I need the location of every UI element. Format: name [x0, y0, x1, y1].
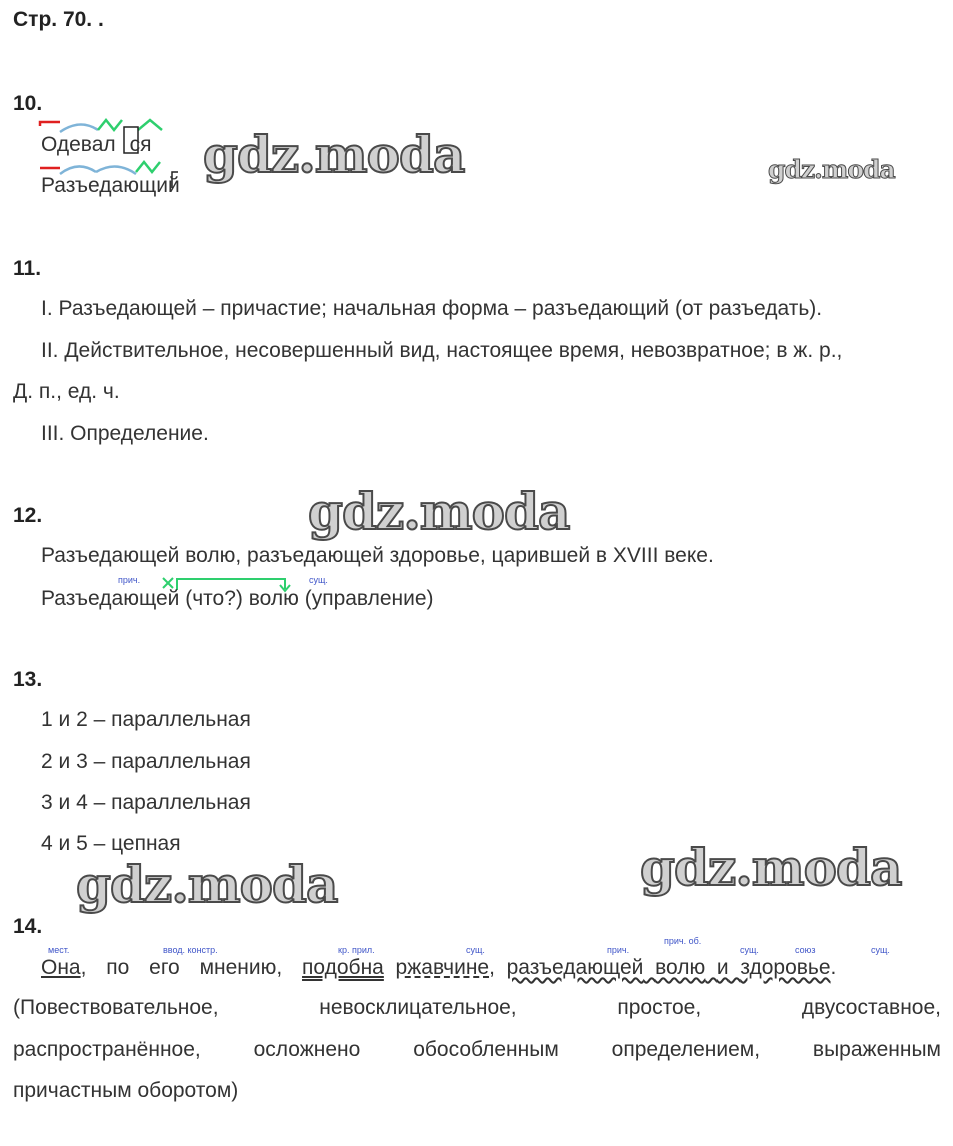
predicate-word: подобна — [302, 956, 384, 979]
task-number: 14. — [13, 915, 43, 938]
watermark: gdz.moda — [76, 855, 338, 914]
word-stem: Разъедающ — [41, 174, 157, 197]
text-line: распространённое, осложнено обособленным определением, выраженным — [13, 1038, 941, 1061]
list-item: 3 и 4 – параллельная — [41, 791, 251, 814]
pos-label: сущ. — [309, 575, 328, 585]
watermark: gdz.moda — [308, 482, 570, 541]
word-ending: ий — [156, 174, 180, 197]
pos-label: кр. прил. — [338, 945, 375, 955]
pos-label: союз — [795, 945, 816, 955]
text-line: I. Разъедающей – причастие; начальная форма – разъедающий (от разъедать). — [41, 297, 823, 320]
word-postfix: ся — [129, 133, 152, 156]
phrase-word: волю — [655, 956, 706, 979]
task-number: 11. — [13, 257, 42, 280]
pos-label: прич. — [118, 575, 141, 585]
text-line: Д. п., ед. ч. — [13, 380, 120, 403]
sentence-line: Она, по его мнению, подобна ржавчине, разъедающей волю и здоровье. — [41, 956, 837, 979]
list-item: 2 и 3 – параллельная — [41, 750, 251, 773]
text-line: Разъедающей (что?) волю (управление) — [41, 587, 434, 610]
page-title: Стр. 70. . — [13, 8, 104, 31]
phrase-word: здоровье — [740, 956, 831, 979]
list-item: 4 и 5 – цепная — [41, 832, 181, 855]
pos-label: сущ. — [466, 945, 485, 955]
participle-word: разъедающей — [506, 956, 644, 979]
text-line: (Повествовательное, невосклицательное, простое, двусоставное, — [13, 996, 941, 1019]
text-line: причастным оборотом) — [13, 1079, 239, 1102]
phrase-word: и — [716, 956, 729, 979]
text-line: II. Действительное, несовершенный вид, настоящее время, невозвратное; в ж. р., — [41, 339, 843, 362]
watermark: gdz.moda — [640, 838, 902, 897]
subject-word: Она — [41, 956, 81, 979]
task-number: 10. — [13, 92, 43, 115]
task-number: 13. — [13, 668, 43, 691]
pos-label: прич. — [607, 945, 630, 955]
pos-label: мест. — [48, 945, 70, 955]
intro-phrase: , по его мнению, — [80, 956, 303, 979]
pos-label: прич. об. — [664, 936, 702, 946]
watermark: gdz.moda — [203, 125, 465, 184]
pos-label: ввод. констр. — [163, 945, 218, 955]
participial-phrase — [507, 956, 831, 979]
word-stem: Одевал — [41, 133, 116, 156]
text-line: Разъедающей волю, разъедающей здоровье, царившей в XVIII веке. — [41, 544, 714, 567]
watermark: gdz.moda — [768, 155, 895, 184]
word-morpheme-2 — [41, 174, 180, 198]
word-morpheme-1 — [41, 133, 152, 157]
text-line: III. Определение. — [41, 422, 209, 445]
list-item: 1 и 2 – параллельная — [41, 708, 251, 731]
pos-label: сущ. — [740, 945, 759, 955]
task-number: 12. — [13, 504, 43, 527]
object-word: ржавчине — [395, 956, 490, 979]
pos-label: сущ. — [871, 945, 890, 955]
